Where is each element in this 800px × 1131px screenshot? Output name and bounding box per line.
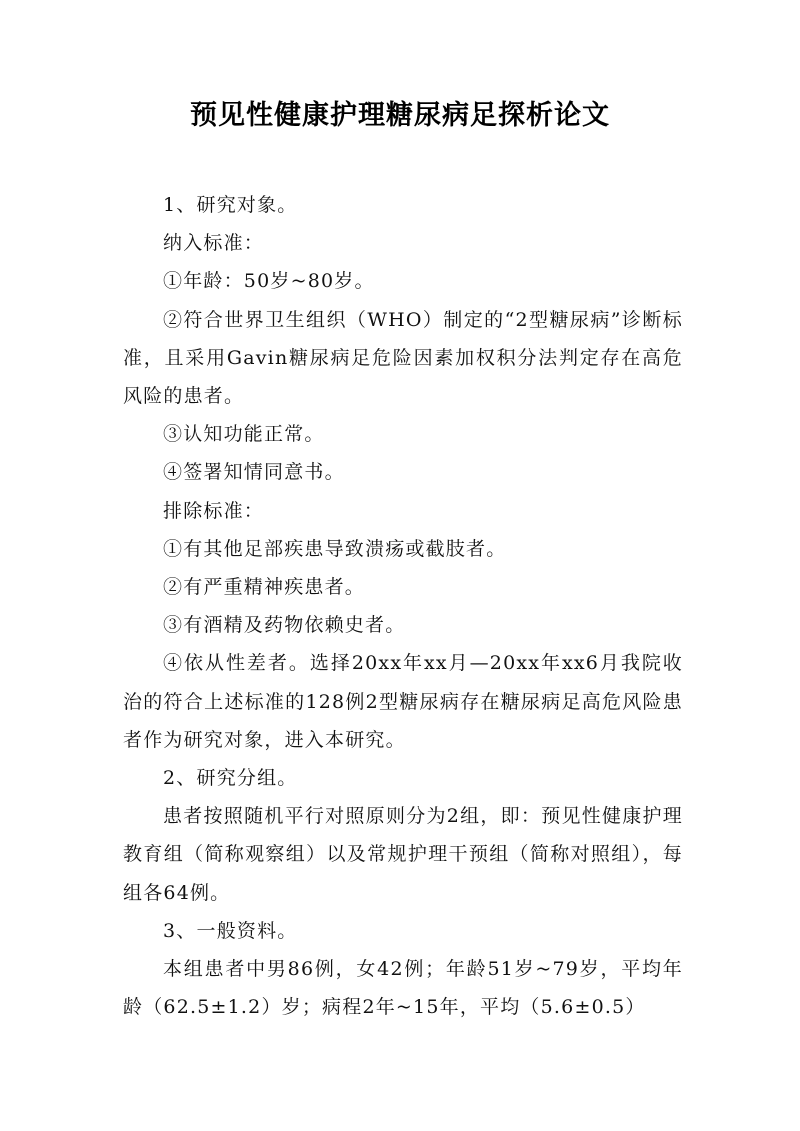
paragraph-general-info-body: 本组患者中男86例，女42例；年龄51岁~79岁，平均年龄（62.5±1.2）岁；病程2年~15年，平均（5.6±0.5）	[123, 958, 683, 1019]
document-body	[123, 186, 683, 1026]
paragraph-grouping-heading: 2、研究分组。	[163, 767, 298, 790]
paragraph-inclusion-cognition: ③认知功能正常。	[163, 423, 325, 446]
paragraph-inclusion-consent: ④签署知情同意书。	[163, 461, 345, 484]
paragraph-exclusion-criteria-label: 排除标准：	[163, 499, 265, 522]
document-title: 预见性健康护理糖尿病足探析论文	[190, 100, 610, 131]
paragraph-inclusion-diagnosis: ②符合世界卫生组织（WHO）制定的“2型糖尿病”诊断标准，且采用Gavin糖尿病足危险因素加权积分法判定存在高危风险的患者。	[123, 308, 683, 408]
paragraph-exclusion-foot-disease: ①有其他足部疾患导致溃疡或截肢者。	[163, 537, 507, 560]
paragraph-research-subjects-heading: 1、研究对象。	[163, 194, 298, 216]
paragraph-general-info-heading: 3、一般资料。	[163, 919, 298, 942]
paragraph-inclusion-age: ①年龄：50岁~80岁。	[163, 270, 375, 293]
paragraph-inclusion-criteria-label: 纳入标准：	[163, 232, 265, 255]
paragraph-grouping-body: 患者按照随机平行对照原则分为2组，即：预见性健康护理教育组（简称观察组）以及常规护理干预组（简称对照组），每组各64例。	[123, 805, 683, 904]
paragraph-exclusion-compliance: ④依从性差者。选择20xx年xx月—20xx年xx6月我院收治的符合上述标准的128例2型糖尿病存在糖尿病足高危风险患者作为研究对象，进入本研究。	[123, 652, 683, 751]
paragraph-exclusion-mental-illness: ②有严重精神疾患者。	[163, 576, 366, 599]
paragraph-exclusion-dependence: ③有酒精及药物依赖史者。	[163, 614, 406, 637]
